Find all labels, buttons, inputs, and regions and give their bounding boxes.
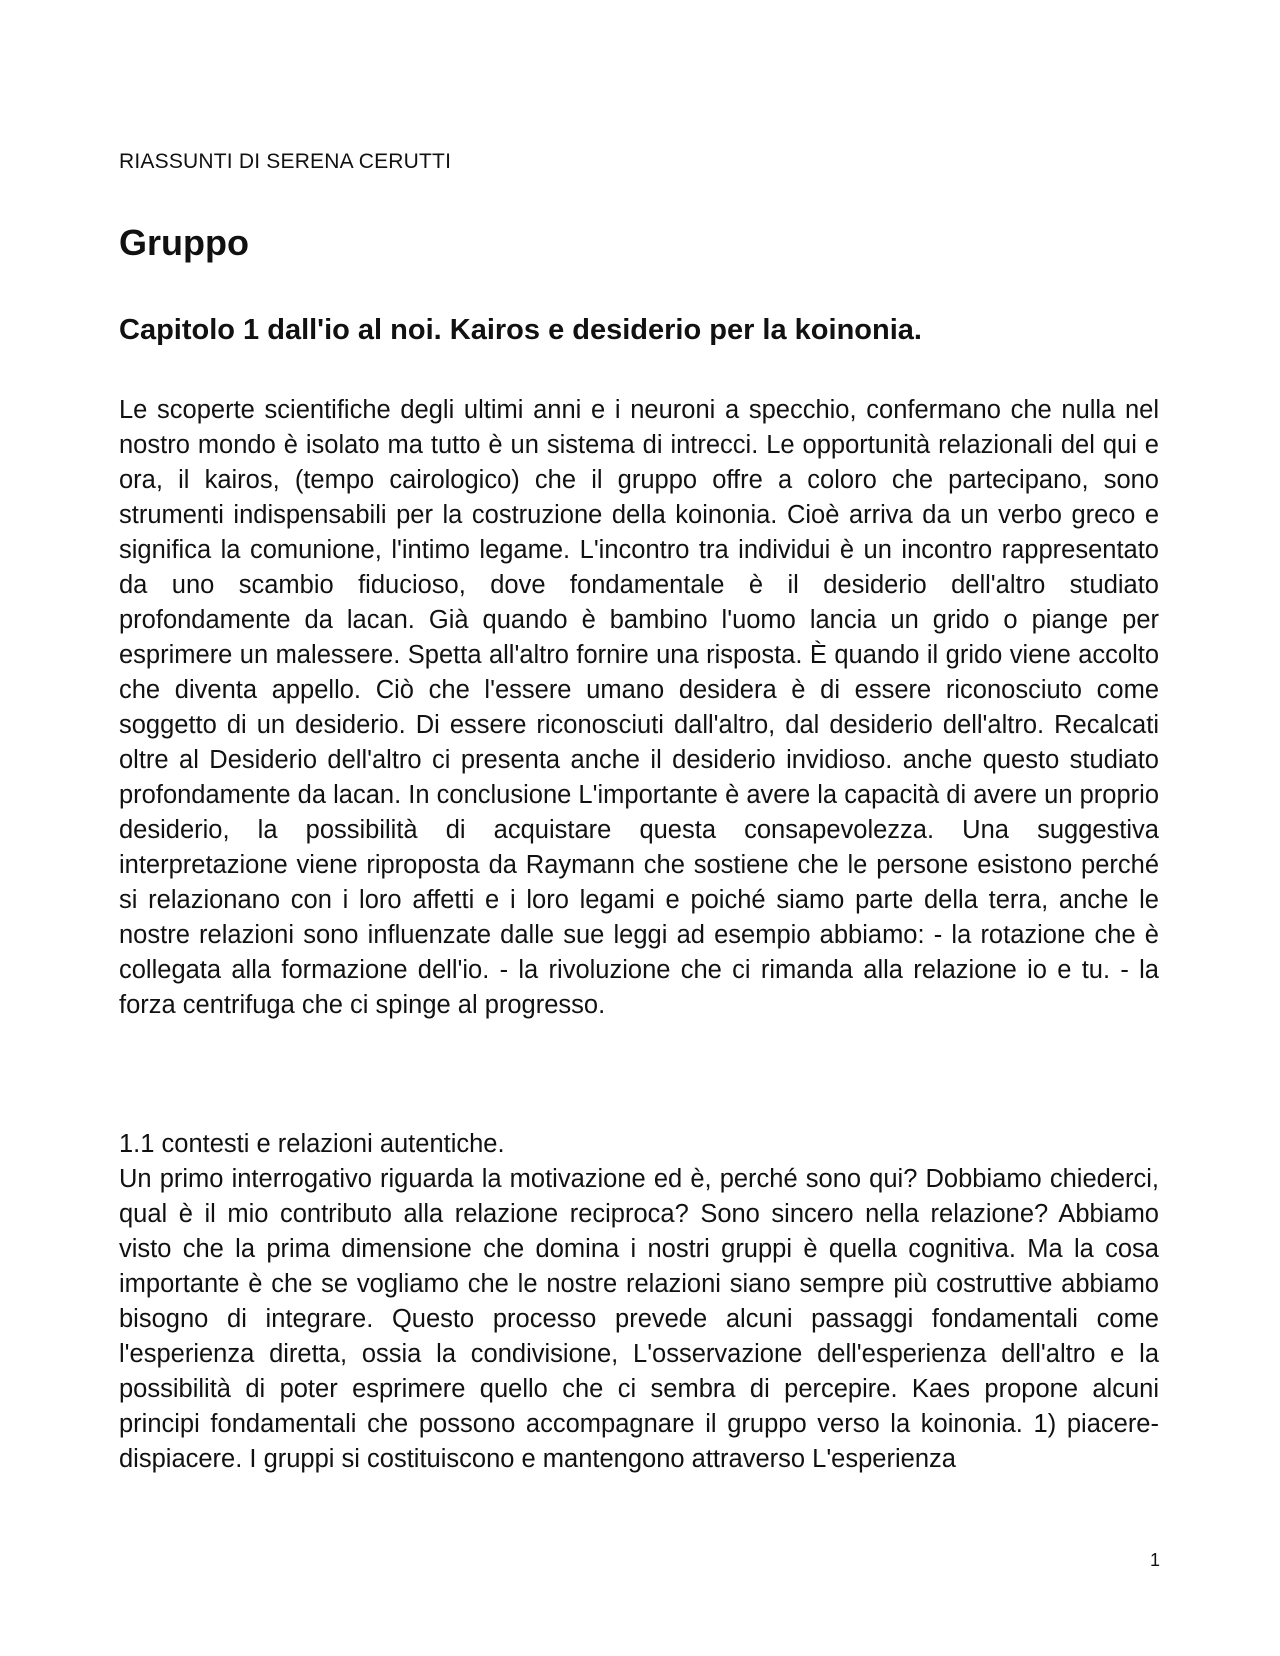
page-number: 1 [1149, 1550, 1160, 1570]
chapter-title: Capitolo 1 dall'io al noi. Kairos e desiderio per la koinonia. [119, 314, 922, 346]
paragraph-intro: Le scoperte scientifiche degli ultimi anni e i neuroni a specchio, confermano che nulla nel nostro mondo è isolato ma tutto è un sistema di intrecci. Le opportunità relazionali del qui e ora, il kairos, (tempo cairologico) che il gruppo offre a coloro che partecipano, sono strumenti indispensabili per la costruzione della koinonia. Cioè arriva da un verbo greco e significa la comunione, l'intimo legame. L'incontro tra individui è un incontro rappresentato da uno scambio fiducioso, dove fondamentale è il desiderio dell'altro studiato profondamente da lacan. Già quando è bambino l'uomo lancia un grido o piange per esprimere un malessere. Spetta all'altro fornire una risposta. È quando il grido viene accolto che diventa appello. Ciò che l'essere umano desidera è di essere riconosciuto come soggetto di un desiderio. Di essere riconosciuti dall'altro, dal desiderio dell'altro. Recalcati oltre al Desiderio dell'altro ci presenta anche il desiderio invidioso. anche questo studiato profondamente da lacan. In conclusione L'importante è avere la capacità di avere un proprio desiderio, la possibilità di acquistare questa consapevolezza. Una suggestiva interpretazione viene riproposta da Raymann che sostiene che le persone esistono perché si relazionano con i loro affetti e i loro legami e poiché siamo parte della terra, anche le nostre relazioni sono influenzate dalle sue leggi ad esempio abbiamo: - la rotazione che è collegata alla formazione dell'io. - la rivoluzione che ci rimanda alla relazione io e tu. - la forza centrifuga che ci spinge al progresso. [119, 396, 1159, 1019]
document-title: Gruppo [119, 222, 249, 263]
paragraph-section-1-1: Un primo interrogativo riguarda la motivazione ed è, perché sono qui? Dobbiamo chiederci, qual è il mio contributo alla relazione reciproca? Sono sincero nella relazione? Abbiamo visto che la prima dimensione che domina i nostri gruppi è quella cognitiva. Ma la cosa importante è che se vogliamo che le nostre relazioni siano sempre più costruttive abbiamo bisogno di integrare. Questo processo prevede alcuni passaggi fondamentali come l'esperienza diretta, ossia la condivisione, L'osservazione dell'esperienza dell'altro e la possibilità di poter esprimere quello che ci sembra di percepire. Kaes propone alcuni principi fondamentali che possono accompagnare il gruppo verso la koinonia. 1) piacere-dispiacere. I gruppi si costituiscono e mantengono attraverso L'esperienza [119, 1165, 1159, 1473]
section-heading: 1.1 contesti e relazioni autentiche. [119, 1130, 505, 1158]
author-header: RIASSUNTI DI SERENA CERUTTI [119, 150, 452, 173]
